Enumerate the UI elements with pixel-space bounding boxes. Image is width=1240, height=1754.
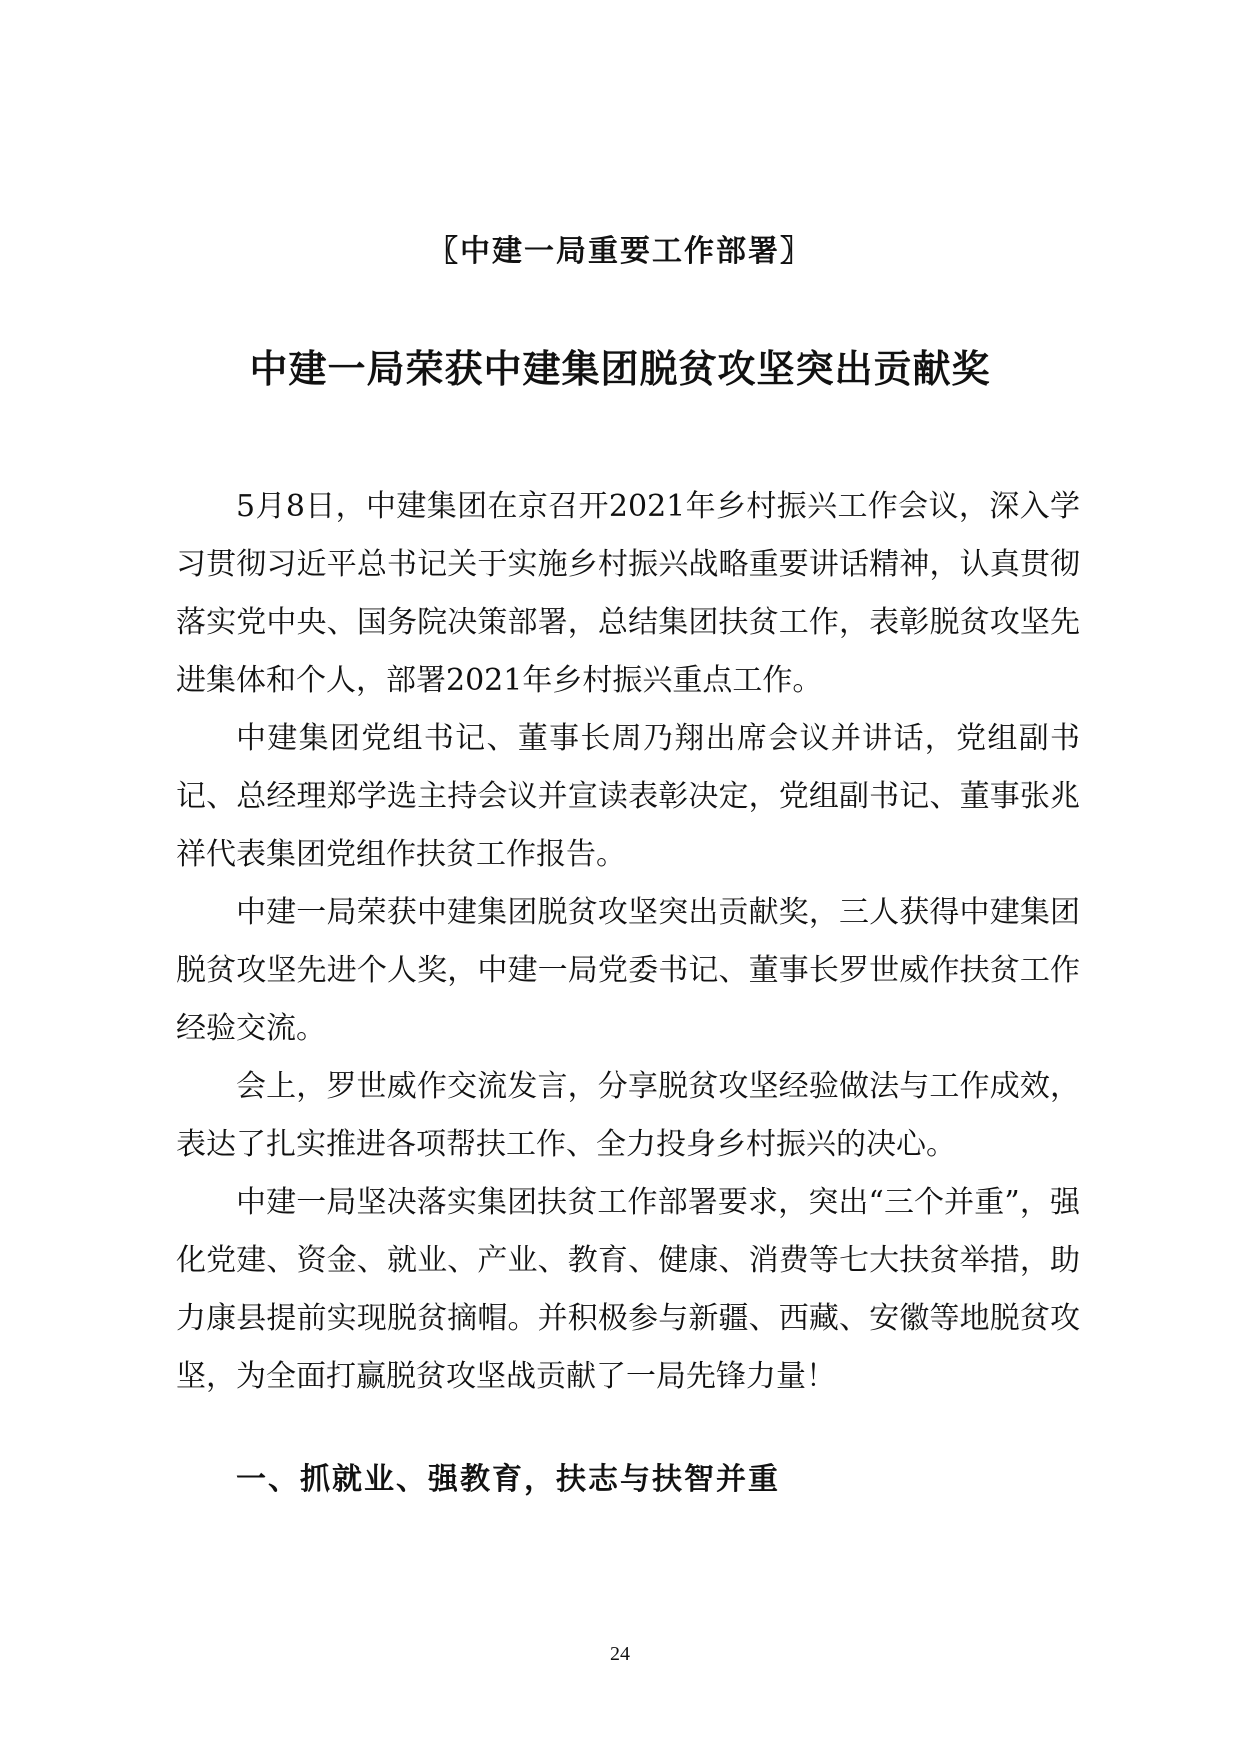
article-body: [176, 478, 1080, 1406]
section-tag: 〖中建一局重要工作部署〗: [428, 234, 812, 269]
paragraph-5: 中建一局坚决落实集团扶贫工作部署要求，突出“三个并重”，强化党建、资金、就业、产业、教育、健康、消费等七大扶贫举措，助力康县提前实现脱贫摘帽。并积极参与新疆、西藏、安徽等地脱贫攻坚，为全面打赢脱贫攻坚战贡献了一局先锋力量！: [176, 1185, 1080, 1394]
paragraph-1: 5月8日，中建集团在京召开2021年乡村振兴工作会议，深入学习贯彻习近平总书记关于实施乡村振兴战略重要讲话精神，认真贯彻落实党中央、国务院决策部署，总结集团扶贫工作，表彰脱贫攻坚先进集体和个人，部署2021年乡村振兴重点工作。: [176, 489, 1080, 698]
paragraph-3: 中建一局荣获中建集团脱贫攻坚突出贡献奖，三人获得中建集团脱贫攻坚先进个人奖，中建一局党委书记、董事长罗世威作扶贫工作经验交流。: [176, 895, 1080, 1046]
paragraph-4: 会上，罗世威作交流发言，分享脱贫攻坚经验做法与工作成效，表达了扎实推进各项帮扶工作、全力投身乡村振兴的决心。: [176, 1069, 1080, 1162]
sub-heading: 一、抓就业、强教育，扶志与扶智并重: [236, 1462, 780, 1497]
paragraph-2: 中建集团党组书记、董事长周乃翔出席会议并讲话，党组副书记、总经理郑学选主持会议并宣读表彰决定，党组副书记、董事张兆祥代表集团党组作扶贫工作报告。: [176, 721, 1080, 872]
article-title: 中建一局荣获中建集团脱贫攻坚突出贡献奖: [249, 347, 991, 391]
page-number: 24: [610, 1643, 630, 1665]
